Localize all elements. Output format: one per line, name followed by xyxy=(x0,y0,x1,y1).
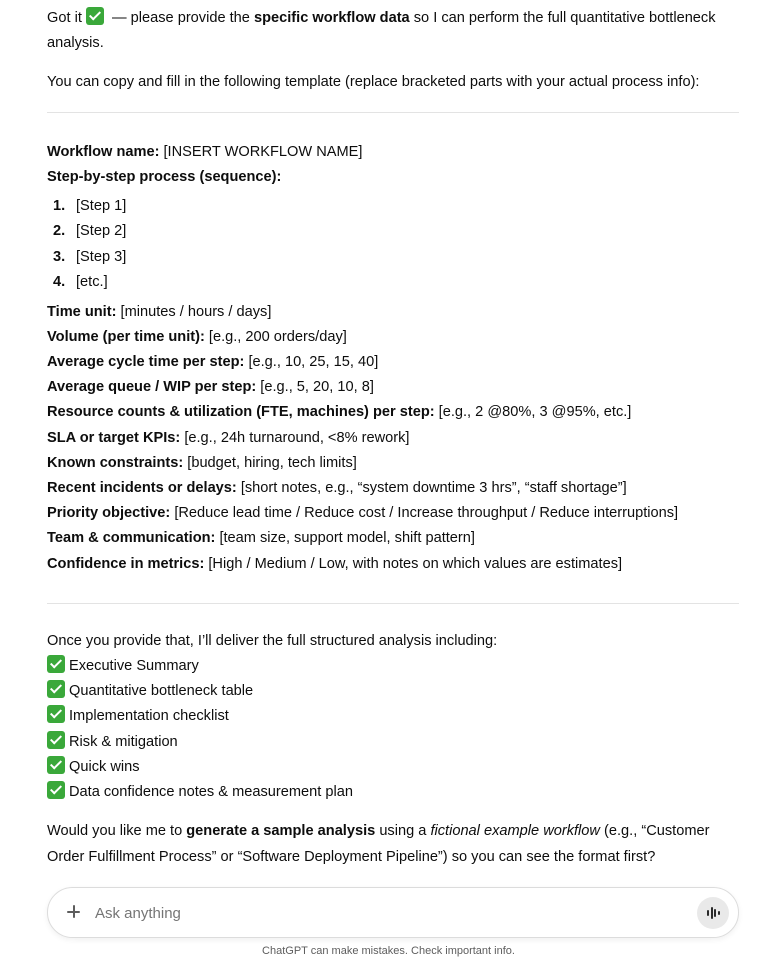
template-field xyxy=(47,400,739,425)
field-value: [e.g., 200 orders/day] xyxy=(204,328,347,345)
field-value: [team size, support model, shift pattern] xyxy=(215,530,475,547)
list-item xyxy=(53,194,739,219)
deliverable-text: Implementation checklist xyxy=(69,708,229,725)
template-field xyxy=(47,426,739,451)
voice-bar xyxy=(718,911,720,915)
field-label: Known constraints: xyxy=(47,454,184,471)
field-label: Resource counts & utilization (FTE, machines) per step: xyxy=(47,404,435,421)
step-number: 3. xyxy=(53,248,66,265)
template-field xyxy=(47,350,739,375)
template-field xyxy=(47,476,739,501)
field-label: SLA or target KPIs: xyxy=(47,429,181,446)
prompt-input[interactable] xyxy=(95,901,655,925)
field-value: [Reduce lead time / Reduce cost / Increase throughput / Reduce interruptions] xyxy=(170,505,679,522)
check-mark-icon xyxy=(47,781,65,799)
voice-mode-button[interactable] xyxy=(697,897,729,929)
field-value: [High / Medium / Low, with notes on which values are estimates] xyxy=(204,555,623,572)
field-label: Average cycle time per step: xyxy=(47,354,245,371)
list-item xyxy=(47,755,739,780)
steps-list xyxy=(53,194,739,296)
intro-text-end: so I can perform the full quantitative bottleneck analysis. xyxy=(47,10,716,52)
deliverable-text: Data confidence notes & measurement plan xyxy=(69,784,353,801)
step-number: 2. xyxy=(53,223,66,240)
list-item xyxy=(47,654,739,679)
list-item xyxy=(53,270,739,295)
closing-text-mid: using a xyxy=(375,823,431,840)
field-value: [minutes / hours / days] xyxy=(116,303,272,320)
deliverables-list xyxy=(47,654,739,805)
list-item xyxy=(53,219,739,244)
voice-bar xyxy=(711,907,713,919)
field-value: [e.g., 10, 25, 15, 40] xyxy=(244,354,379,371)
field-label: Confidence in metrics: xyxy=(47,555,205,572)
template-field xyxy=(47,375,739,400)
step-text: [etc.] xyxy=(76,274,108,291)
workflow-name-label: Workflow name: xyxy=(47,143,160,160)
step-text: [Step 2] xyxy=(76,223,127,240)
assistant-message xyxy=(47,6,739,870)
list-item xyxy=(47,704,739,729)
voice-bar xyxy=(714,909,716,917)
closing-paragraph xyxy=(47,819,739,869)
step-text: [Step 1] xyxy=(76,198,127,215)
field-label: Recent incidents or delays: xyxy=(47,480,237,497)
message-composer xyxy=(47,887,739,938)
disclaimer: ChatGPT can make mistakes. Check important info. xyxy=(262,945,515,957)
deliverable-text: Quick wins xyxy=(69,758,140,775)
intro-paragraph xyxy=(47,6,739,56)
deliverables-intro: Once you provide that, I’ll deliver the full structured analysis including: xyxy=(47,632,498,649)
list-item xyxy=(47,679,739,704)
check-mark-icon xyxy=(47,680,65,698)
template-field xyxy=(47,552,739,577)
list-item xyxy=(53,245,739,270)
template-field xyxy=(47,526,739,551)
intro-text-dash: — please provide the xyxy=(107,10,254,26)
voice-mode-icon xyxy=(707,910,709,916)
list-item xyxy=(47,730,739,755)
closing-text-end: (e.g., “Customer Order Fulfillment Process” or “Software Deployment Pipeline”) so you can see the format first? xyxy=(47,823,710,865)
closing-bold-text: generate a sample analysis xyxy=(186,823,376,840)
field-value: [e.g., 24h turnaround, <8% rework] xyxy=(180,429,410,446)
deliverable-text: Executive Summary xyxy=(69,658,199,675)
steps-heading xyxy=(47,165,739,190)
closing-text-start: Would you like me to xyxy=(47,823,187,840)
field-value: [short notes, e.g., “system downtime 3 hrs”, “staff shortage”] xyxy=(236,480,627,497)
step-number: 4. xyxy=(53,274,66,291)
template-field xyxy=(47,325,739,350)
deliverable-text: Quantitative bottleneck table xyxy=(69,683,254,700)
template-field xyxy=(47,300,739,325)
steps-label: Step-by-step process (sequence): xyxy=(47,168,282,185)
template-field xyxy=(47,451,739,476)
field-label: Average queue / WIP per step: xyxy=(47,379,257,396)
field-value: [e.g., 5, 20, 10, 8] xyxy=(256,379,374,396)
closing-italic-text: fictional example workflow xyxy=(430,823,600,840)
intro-bold-text: specific workflow data xyxy=(253,10,410,26)
check-mark-icon xyxy=(86,7,104,25)
workflow-name-value: [INSERT WORKFLOW NAME] xyxy=(159,143,363,160)
field-value: [budget, hiring, tech limits] xyxy=(183,454,357,471)
field-label: Volume (per time unit): xyxy=(47,328,205,345)
intro-template-note: You can copy and fill in the following template (replace bracketed parts with your actual process info): xyxy=(47,74,700,91)
check-mark-icon xyxy=(47,705,65,723)
check-mark-icon xyxy=(47,756,65,774)
field-label: Priority objective: xyxy=(47,505,171,522)
workflow-name-field xyxy=(47,140,739,165)
check-mark-icon xyxy=(47,731,65,749)
plus-icon[interactable] xyxy=(63,901,85,923)
step-number: 1. xyxy=(53,198,66,215)
template-field xyxy=(47,501,739,526)
deliverable-text: Risk & mitigation xyxy=(69,733,178,750)
field-value: [e.g., 2 @80%, 3 @95%, etc.] xyxy=(434,404,632,421)
intro-text-start: Got it xyxy=(47,10,82,26)
list-item xyxy=(47,780,739,805)
step-text: [Step 3] xyxy=(76,248,127,265)
field-label: Time unit: xyxy=(47,303,117,320)
check-mark-icon xyxy=(47,655,65,673)
field-label: Team & communication: xyxy=(47,530,216,547)
